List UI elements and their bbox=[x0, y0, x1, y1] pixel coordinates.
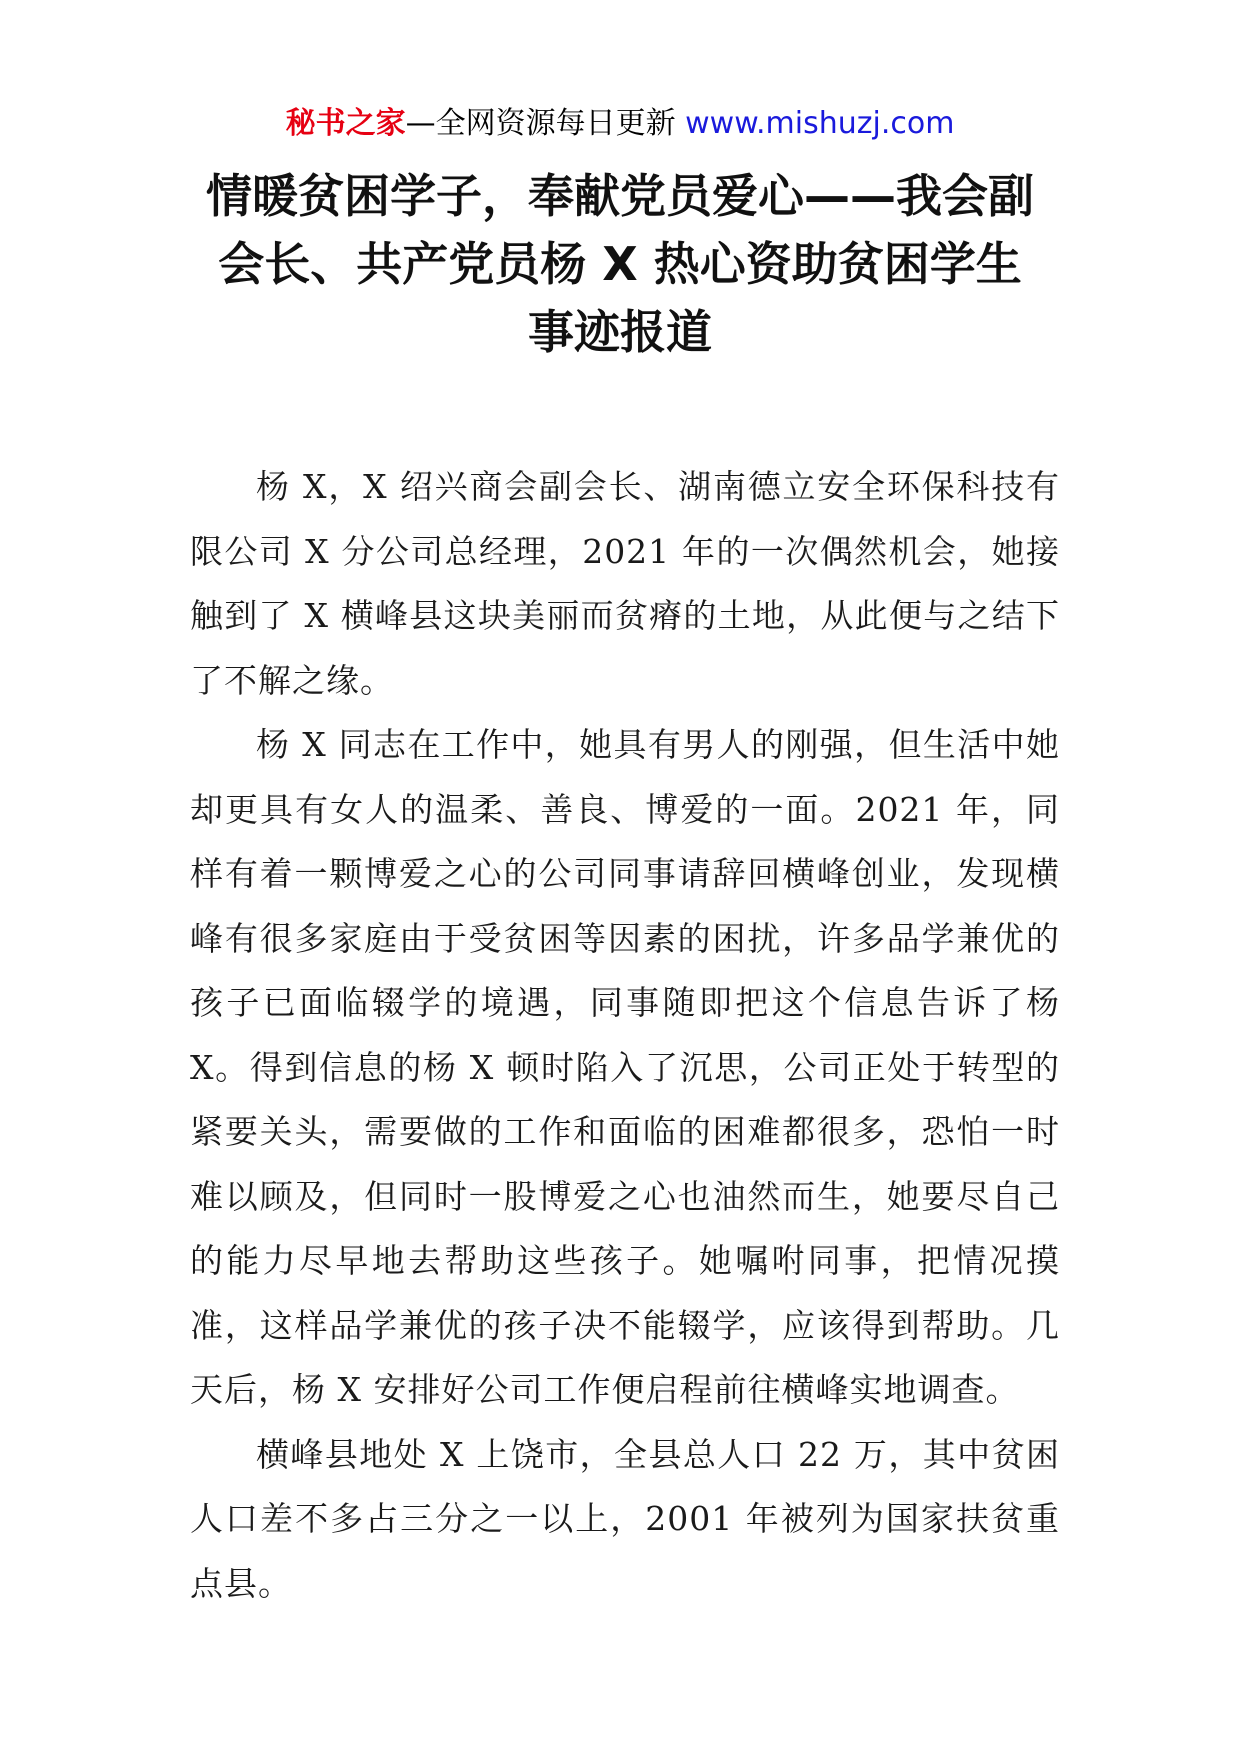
document-title bbox=[170, 162, 1070, 366]
document-body bbox=[190, 455, 1060, 1616]
site-tagline: —全网资源每日更新 bbox=[405, 106, 686, 141]
body-paragraph: 杨 X，X 绍兴商会副会长、湖南德立安全环保科技有限公司 X 分公司总经理，2021 年的一次偶然机会，她接触到了 X 横峰县这块美丽而贫瘠的土地，从此便与之结下了不解之缘。 bbox=[190, 467, 1060, 700]
body-paragraph: 杨 X 同志在工作中，她具有男人的刚强，但生活中她却更具有女人的温柔、善良、博爱的一面。2021 年，同样有着一颗博爱之心的公司同事请辞回横峰创业，发现横峰有很多家庭由于受贫困等因素的困扰，许多品学兼优的孩子已面临辍学的境遇，同事随即把这个信息告诉了杨 X。得到信息的杨 X 顿时陷入了沉思，公司正处于转型的紧要关头，需要做的工作和面临的困难都很多，恐怕一时难以顾及，但同时一股博爱之心也油然而生，她要尽自己的能力尽早地去帮助这些孩子。她嘱咐同事，把情况摸准，这样品学兼优的孩子决不能辍学，应该得到帮助。几天后，杨 X 安排好公司工作便启程前往横峰实地调查。 bbox=[190, 725, 1060, 1409]
site-brand: 秘书之家 bbox=[285, 106, 406, 141]
title-line: 会长、共产党员杨 X 热心资助贫困学生 bbox=[218, 237, 1022, 291]
title-line: 情暖贫困学子，奉献党员爱心——我会副 bbox=[206, 169, 1034, 223]
body-paragraph: 横峰县地处 X 上饶市，全县总人口 22 万，其中贫困人口差不多占三分之一以上，2001 年被列为国家扶贫重点县。 bbox=[190, 1434, 1060, 1603]
title-line: 事迹报道 bbox=[528, 305, 712, 359]
site-url-link[interactable]: www.mishuzj.com bbox=[685, 106, 955, 141]
page-header bbox=[0, 104, 1240, 144]
